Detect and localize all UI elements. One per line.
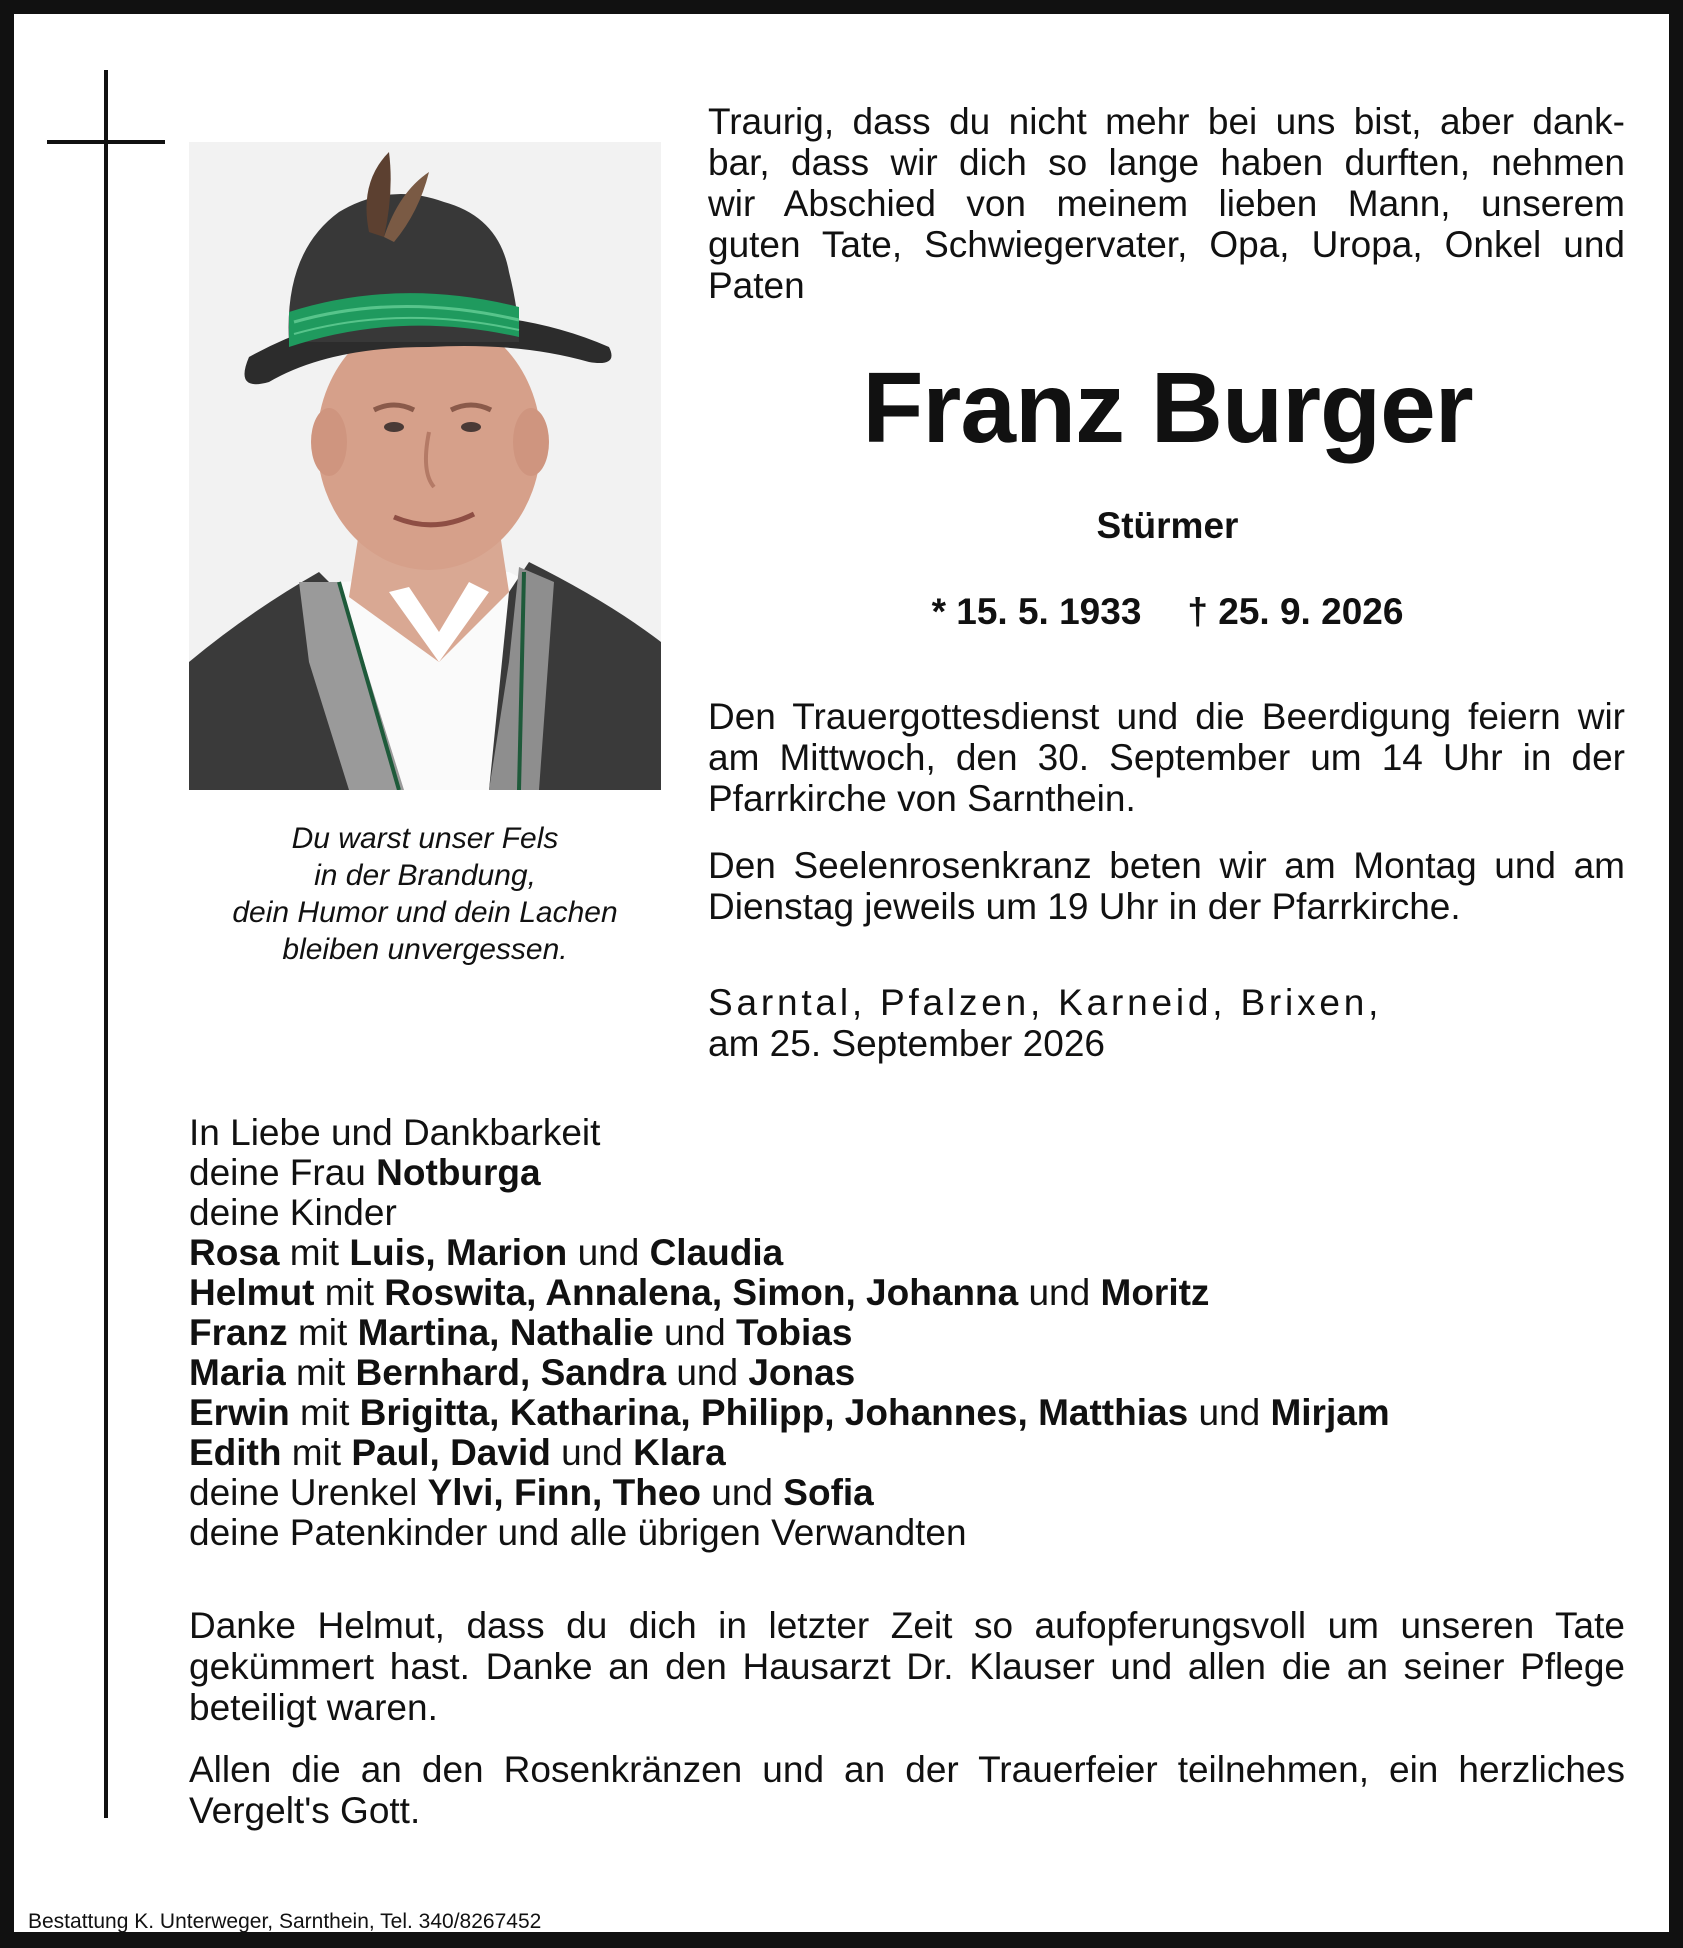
great-grandchildren-prefix: deine Urenkel — [189, 1472, 418, 1513]
child-name: Erwin — [189, 1392, 290, 1433]
thanks-paragraph: Danke Helmut, dass du dich in letzter Zeit so aufopferungsvoll um unseren Tate gekümmert hast. Danke an den Hausarzt Dr. Klauser und allen die an seiner Pflege beteiligt waren. — [189, 1605, 1625, 1728]
family-member: Tobias — [735, 1312, 853, 1353]
wife-name: Notburga — [376, 1152, 541, 1193]
poem-line: bleiben unvergessen. — [282, 933, 568, 966]
family-row — [189, 1353, 1609, 1393]
conjunction: mit — [297, 1312, 348, 1353]
family-row — [189, 1433, 1609, 1473]
conjunction: mit — [300, 1392, 350, 1433]
death-date: † 25. 9. 2026 — [1187, 591, 1404, 632]
portrait-photo — [189, 142, 661, 790]
family-member: Jonas — [748, 1352, 856, 1393]
life-dates — [700, 590, 1635, 634]
conjunction: mit — [324, 1272, 375, 1313]
conjunction: und — [663, 1312, 726, 1353]
family-row — [189, 1273, 1609, 1313]
conjunction: und — [561, 1432, 623, 1473]
intro-line: wir Abschied von meinem lieben Mann, unserem — [708, 183, 1625, 224]
child-name: Edith — [189, 1432, 282, 1473]
great-grandchildren-names: Ylvi, Finn, Theo — [427, 1472, 701, 1513]
family-member: Klara — [633, 1432, 726, 1473]
family-row — [189, 1313, 1609, 1353]
conjunction: mit — [295, 1352, 346, 1393]
intro-line: Traurig, dass du nicht mehr bei uns bist, aber dank- — [708, 101, 1625, 142]
memorial-poem — [160, 820, 690, 968]
deceased-name: Franz Burger — [862, 352, 1473, 464]
family-row — [189, 1233, 1609, 1273]
cross-icon-bar — [47, 140, 165, 144]
intro-line: guten Tate, Schwiegervater, Opa, Uropa, Onkel und — [708, 224, 1625, 265]
date-line: am 25. September 2026 — [708, 1023, 1105, 1064]
intro-line: bar, dass wir dich so lange haben durften, nehmen — [708, 142, 1625, 183]
family-member: Claudia — [649, 1232, 784, 1273]
service-announcement: Den Trauergottesdienst und die Beerdigung feiern wir am Mittwoch, den 30. September um 14 Uhr in der Pfarrkirche von Sarnthein. — [708, 696, 1625, 819]
conjunction: mit — [291, 1432, 342, 1473]
place-line: Sarntal, Pfalzen, Karneid, Brixen, — [708, 982, 1383, 1023]
thanks-paragraph: Allen die an den Rosenkränzen und an der Trauerfeier teilnehmen, ein herzliches Vergelt's Gott. — [189, 1749, 1625, 1831]
conjunction: mit — [289, 1232, 340, 1273]
family-members: Bernhard, Sandra — [355, 1352, 667, 1393]
cross-icon — [104, 70, 108, 1818]
family-members: Brigitta, Katharina, Philipp, Johannes, Matthias — [359, 1392, 1189, 1433]
mourners-closing: deine Patenkinder und alle übrigen Verwandten — [189, 1512, 967, 1553]
family-members: Roswita, Annalena, Simon, Johanna — [384, 1272, 1019, 1313]
child-name: Franz — [189, 1312, 288, 1353]
nickname: Stürmer — [1096, 505, 1239, 546]
family-members: Paul, David — [351, 1432, 551, 1473]
family-member: Mirjam — [1270, 1392, 1390, 1433]
child-name: Maria — [189, 1352, 286, 1393]
conjunction: und — [711, 1472, 774, 1513]
poem-line: dein Humor und dein Lachen — [232, 896, 618, 929]
child-name: Helmut — [189, 1272, 315, 1313]
birth-date: * 15. 5. 1933 — [931, 591, 1142, 632]
funeral-home-footer: Bestattung K. Unterweger, Sarnthein, Tel. 340/8267452 — [28, 1910, 542, 1933]
family-member: Moritz — [1100, 1272, 1210, 1313]
conjunction: und — [1198, 1392, 1261, 1433]
wife-prefix: deine Frau — [189, 1152, 366, 1193]
intro-line: Paten — [708, 265, 805, 306]
place-and-date — [708, 982, 1625, 1064]
rosary-announcement: Den Seelenrosenkranz beten wir am Montag und am Dienstag jeweils um 19 Uhr in der Pfarrkirche. — [708, 845, 1625, 927]
intro-text — [708, 101, 1625, 306]
mourners-intro: In Liebe und Dankbarkeit — [189, 1112, 601, 1153]
great-grandchildren-row — [189, 1473, 1609, 1513]
conjunction: und — [676, 1352, 739, 1393]
child-name: Rosa — [189, 1232, 280, 1273]
poem-line: Du warst unser Fels — [291, 822, 559, 855]
family-members: Martina, Nathalie — [357, 1312, 654, 1353]
great-grandchild-name: Sofia — [783, 1472, 874, 1513]
family-row — [189, 1393, 1609, 1433]
wife-row — [189, 1153, 1609, 1193]
poem-line: in der Brandung, — [314, 859, 536, 892]
conjunction: und — [1028, 1272, 1091, 1313]
family-members: Luis, Marion — [349, 1232, 568, 1273]
mourners-list — [189, 1113, 1609, 1553]
children-label: deine Kinder — [189, 1192, 397, 1233]
conjunction: und — [577, 1232, 640, 1273]
